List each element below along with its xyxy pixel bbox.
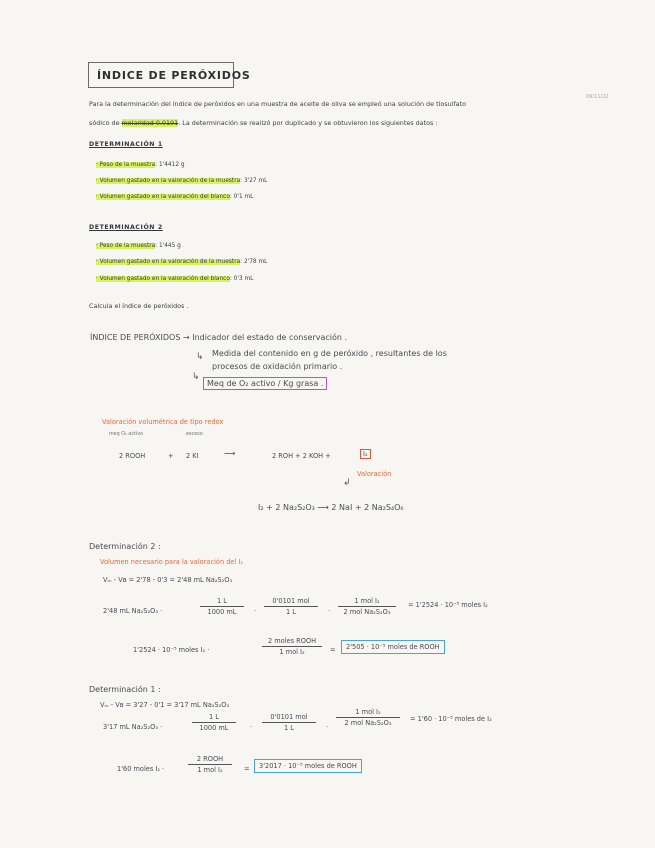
calc1-result-box: 3'2017 · 10⁻⁵ moles de ROOH bbox=[254, 759, 362, 773]
fraction-numerator: 2 moles ROOH bbox=[267, 637, 317, 645]
intro-line-1: Para la determinación del índice de peróxidos en una muestra de aceite de oliva se empleó una solución de tiosulfato bbox=[89, 100, 467, 108]
fraction bbox=[336, 708, 400, 727]
det1-heading: DETERMINACIÓN 1 bbox=[89, 141, 163, 148]
det1-item-label: · Volumen gastado en la valoración del blanco bbox=[96, 194, 230, 200]
indice-def2a: Medida del contenido en g de peróxido , resultantes de los bbox=[212, 349, 447, 358]
det2-item-value: : 2'78 mL bbox=[240, 259, 268, 265]
det2-item bbox=[96, 276, 253, 282]
calc1-result1: = 1'60 · 10⁻⁵ moles de I₂ bbox=[410, 715, 492, 723]
calc2-result-box: 2'505 · 10⁻⁵ moles de ROOH bbox=[341, 640, 445, 654]
fraction bbox=[188, 755, 232, 774]
equals-sign: = bbox=[244, 765, 250, 773]
fraction-denominator: 2 mol Na₂S₂O₃ bbox=[344, 719, 392, 727]
det1-item-value: : 0'1 mL bbox=[229, 194, 254, 200]
fraction-numerator: 1 L bbox=[209, 713, 219, 721]
fraction bbox=[264, 597, 318, 616]
indice-def1: Indicador del estado de conservación . bbox=[192, 333, 348, 342]
calc1-lhs2: 1'60 moles I₂ · bbox=[117, 765, 165, 773]
det2-item-label: · Volumen gastado en la valoración del blanco bbox=[96, 276, 230, 282]
det2-item bbox=[96, 243, 181, 249]
calc2-result1: = 1'2524 · 10⁻⁵ moles I₂ bbox=[408, 601, 488, 609]
fraction bbox=[262, 713, 316, 732]
intro-line-2-pre: sódico de bbox=[89, 119, 122, 127]
det1-item-value: : 3'27 mL bbox=[240, 178, 268, 184]
calc1-lhs: 3'17 mL Na₂S₂O₃ · bbox=[103, 723, 163, 731]
i2-box: I₂ bbox=[360, 449, 371, 459]
fraction bbox=[200, 597, 244, 616]
fraction-denominator: 1000 mL bbox=[207, 608, 237, 616]
label-meq: meq O₂ activo bbox=[109, 432, 143, 437]
intro-struck-molarity: molaridad 0.0101 bbox=[121, 119, 179, 127]
indice-term bbox=[90, 333, 347, 342]
fraction bbox=[338, 597, 396, 616]
det2-heading: DETERMINACIÓN 2 bbox=[89, 224, 163, 231]
indice-def2b: procesos de oxidación primario . bbox=[212, 362, 343, 371]
fraction-denominator: 1 mol I₂ bbox=[197, 766, 223, 774]
calc2-lhs2: 1'2524 · 10⁻⁵ moles I₂ · bbox=[133, 646, 210, 654]
calc1-volume: Vₘ - Vʙ = 3'27 - 0'1 = 3'17 mL Na₂S₂O₃ bbox=[100, 701, 230, 709]
reaction-products: 2 ROH + 2 KOH + bbox=[272, 452, 331, 460]
intro-line-2-post: . La determinación se realizó por duplicado y se obtuvieron los siguientes datos : bbox=[178, 119, 438, 127]
plus-sign: + bbox=[168, 452, 174, 460]
curved-arrow-icon: ↳ bbox=[192, 372, 200, 382]
det2-item-value: : 0'3 mL bbox=[229, 276, 254, 282]
fraction-numerator: 1 mol I₂ bbox=[355, 708, 381, 716]
calc2-lhs: 2'48 mL Na₂S₂O₃ · bbox=[103, 607, 163, 615]
page-title: ÍNDICE DE PERÓXIDOS bbox=[88, 62, 234, 88]
det2-item-label: · Volumen gastado en la valoración de la muestra bbox=[96, 259, 241, 265]
det1-item bbox=[96, 178, 267, 184]
calc2-subheading: Volumen necesario para la valoración del I₂ bbox=[100, 558, 243, 566]
det2-item-label: · Peso de la muestra bbox=[96, 243, 156, 249]
det1-item bbox=[96, 162, 185, 168]
fraction-numerator: 1 L bbox=[217, 597, 227, 605]
curved-arrow-icon: ↳ bbox=[196, 352, 204, 362]
fraction-denominator: 1000 mL bbox=[199, 724, 229, 732]
fraction-numerator: 0'0101 mol bbox=[272, 597, 310, 605]
det1-item-label: · Peso de la muestra bbox=[96, 162, 156, 168]
titration-equation: I₂ + 2 Na₂S₂O₃ ⟶ 2 NaI + 2 Na₂S₄O₆ bbox=[258, 503, 404, 512]
det1-item bbox=[96, 194, 253, 200]
calc2-heading: Determinación 2 : bbox=[89, 542, 161, 551]
reactant-rooh: 2 ROOH bbox=[119, 452, 146, 460]
valoracion-label: Valoración bbox=[357, 470, 392, 478]
reaction-heading: Valoración volumétrica de tipo redox bbox=[102, 418, 224, 426]
indice-arrow: → bbox=[182, 333, 190, 342]
fraction-numerator: 0'0101 mol bbox=[270, 713, 308, 721]
fraction-denominator: 1 mol I₂ bbox=[279, 648, 305, 656]
curved-arrow-icon: ↲ bbox=[343, 478, 351, 488]
reaction-arrow: ⟶ bbox=[224, 449, 236, 458]
calc2-volume: Vₘ - Vʙ = 2'78 - 0'3 = 2'48 mL Na₂S₂O₃ bbox=[103, 576, 233, 584]
fraction-numerator: 1 mol I₂ bbox=[354, 597, 380, 605]
det1-item-value: : 1'4412 g bbox=[155, 162, 185, 168]
indice-units-box: Meq de O₂ activo / Kg grasa . bbox=[203, 377, 327, 390]
fraction-denominator: 1 L bbox=[284, 724, 294, 732]
det2-item-value: : 1'445 g bbox=[155, 243, 181, 249]
fraction bbox=[192, 713, 236, 732]
calc1-heading: Determinación 1 : bbox=[89, 685, 161, 694]
fraction-denominator: 1 L bbox=[286, 608, 296, 616]
fraction bbox=[262, 637, 322, 656]
fraction-denominator: 2 mol Na₂S₂O₃ bbox=[343, 608, 391, 616]
fraction-numerator: 2 ROOH bbox=[196, 755, 224, 763]
det2-item bbox=[96, 259, 267, 265]
det1-item-label: · Volumen gastado en la valoración de la muestra bbox=[96, 178, 241, 184]
reactant-ki: 2 KI bbox=[186, 452, 199, 460]
intro-line-2 bbox=[89, 119, 438, 127]
question: Calcula el índice de peróxidos . bbox=[89, 302, 189, 310]
label-exceso: exceso bbox=[186, 432, 203, 437]
date: 09/11/22 bbox=[586, 94, 609, 100]
equals-sign: = bbox=[330, 646, 336, 654]
indice-term-label: ÍNDICE DE PERÓXIDOS bbox=[90, 333, 181, 342]
